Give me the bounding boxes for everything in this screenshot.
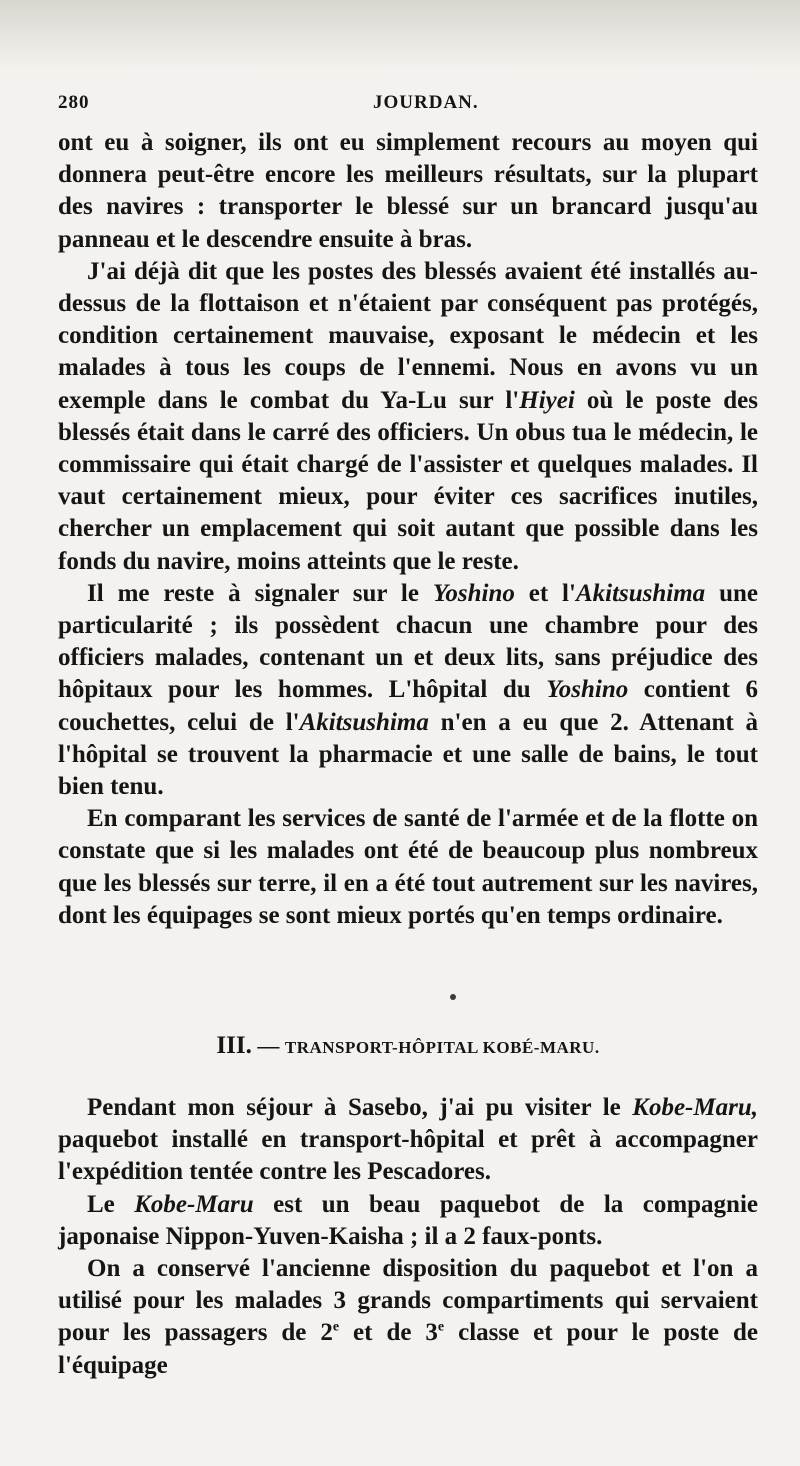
paragraph-text: J'ai déjà dit que les postes des blessés avaient été installés au-dessus de la flottaison et n'étaient par conséquent pas protégés, condition certainement mauvaise, exposant le médecin et les malades à tous les coups de l'ennemi. Nous en avons vu un exemple dans le combat du Ya-Lu sur l': [58, 257, 758, 414]
page-top-shadow: [0, 0, 800, 70]
page-number: 280: [58, 92, 90, 113]
ship-name: Akitsushima: [575, 579, 706, 607]
running-head: JOURDAN.: [373, 92, 479, 113]
ship-name: Yoshino: [432, 579, 515, 607]
ship-name: Kobe-Maru: [134, 1190, 254, 1218]
ship-name: Yoshino: [546, 676, 629, 704]
section-numeral: III.: [216, 1032, 252, 1059]
paragraph-text: et de 3: [339, 1319, 438, 1347]
paragraph-text: contient 6 couchettes, celui de l': [58, 676, 758, 736]
ship-name: Hiyei: [519, 386, 575, 414]
section-heading: [58, 1032, 758, 1060]
body-text-section-2: [58, 1092, 758, 1382]
paragraph-text: ont eu à soigner, ils ont eu simplement recours au moyen qui donnera peut-être encore les meilleurs résultats, sur la plupart des navires : transporter le blessé sur un brancard jusqu'au panneau et le descendre ensuite à bras.: [58, 129, 758, 253]
paragraph-text: classe et pour le poste de l'équipage: [58, 1319, 758, 1379]
paragraph: [58, 256, 758, 578]
paragraph-text: On a conservé l'ancienne disposition du paquebot et l'on a utilisé pour les malades 3 grands compartiments qui servaient pour les passagers de 2: [58, 1255, 758, 1347]
page-header: [58, 92, 758, 122]
section-title: TRANSPORT-HÔPITAL KOBÉ-MARU.: [284, 1038, 600, 1057]
paragraph-text: où le poste des blessés était dans le carré des officiers. Un obus tua le médecin, le commissaire qui était chargé de l'assister et quelques malades. Il vaut certainement mieux, pour éviter ces sacrifices inutiles, chercher un emplacement qui soit autant que possible dans les fonds du navire, moins atteints que le reste.: [58, 386, 758, 575]
paragraph-text: et l': [514, 579, 576, 607]
paragraph: [58, 803, 758, 932]
paragraph-text: Pendant mon séjour à Sasebo, j'ai pu visiter le: [87, 1094, 633, 1121]
paragraph-text: est un beau paquebot de la compagnie japonaise Nippon-Yuven-Kaisha ; il a 2 faux-ponts.: [58, 1190, 758, 1250]
paragraph-text: Il me reste à signaler sur le: [87, 579, 433, 607]
paragraph-text: une particularité ; ils possèdent chacun une chambre pour des officiers malades, contenant un et deux lits, sans préjudice des hôpitaux pour les hommes. L'hôpital du: [58, 579, 758, 704]
paragraph: [58, 127, 758, 256]
heading-dash: —: [251, 1033, 285, 1058]
body-text-section-1: [58, 127, 758, 932]
paragraph-text: n'en a eu que 2. Attenant à l'hôpital se trouvent la pharmacie et une salle de bains, le tout bien tenu.: [58, 708, 759, 801]
ornament-dot: [450, 994, 456, 1000]
paragraph-text: Le: [87, 1190, 135, 1218]
ship-name: Akitsushima: [299, 708, 429, 736]
ship-name: Kobe-Maru,: [632, 1094, 758, 1121]
superscript: e: [437, 1320, 445, 1336]
superscript: e: [332, 1320, 340, 1336]
paragraph-text: En comparant les services de santé de l'armée et de la flotte on constate que si les malades ont été de beaucoup plus nombreux que les blessés sur terre, il en a été tout autrement sur les navires, dont les équipages se sont mieux portés qu'en temps ordinaire.: [58, 805, 758, 929]
paragraph-text: paquebot installé en transport-hôpital et prêt à accompagner l'expédition tentée contre les Pescadores.: [58, 1126, 758, 1186]
paragraph: [58, 578, 758, 803]
paragraph: [58, 1189, 758, 1253]
paragraph: [58, 1253, 758, 1382]
paragraph: [58, 1092, 758, 1189]
